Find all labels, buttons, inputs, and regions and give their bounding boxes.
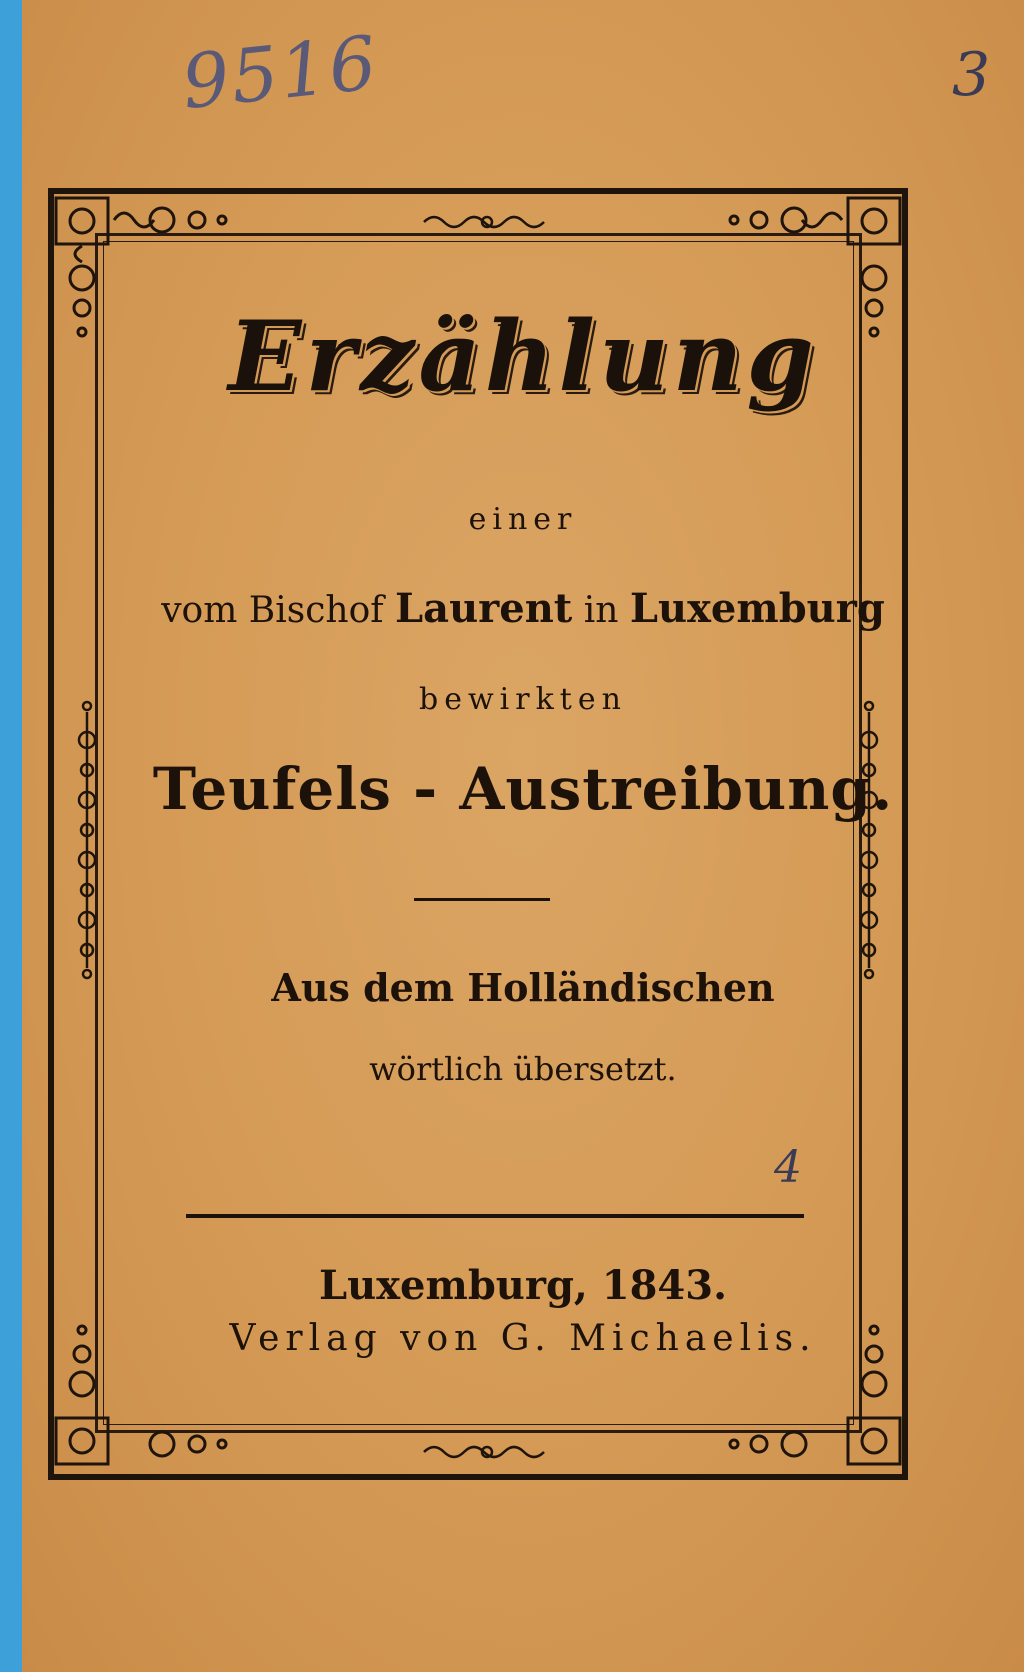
handwritten-call-number: 9516 [178,19,383,127]
subtitle-einer: einer [468,502,578,537]
left-side-chain-ornament-icon [74,700,100,980]
short-divider-rule [414,898,550,901]
translation-note: Aus dem Holländischen [271,965,775,1010]
top-center-ornament-icon [420,212,554,232]
bishop-name: Laurent [395,585,573,632]
subtitle-bewirkten: bewirkten [419,682,627,717]
book-title: Erzählung [228,300,818,413]
long-divider-rule [186,1214,804,1218]
bottom-center-ornament-icon [420,1442,554,1462]
subtitle-bishop-line [22,585,1024,632]
inner-hairline-frame [103,241,854,1425]
subtitle-exorcism: Teufels - Austreibung. [152,755,894,823]
imprint-publisher: Verlag von G. Michaelis. [229,1318,817,1359]
handwritten-margin-mark: 4 [774,1142,802,1193]
imprint-city-year: Luxemburg, 1843. [318,1262,728,1309]
translation-note-literal: wörtlich übersetzt. [369,1050,677,1088]
subtitle-in: in [583,590,619,631]
place-name: Luxemburg [629,585,885,632]
book-page [22,0,1024,1672]
right-side-chain-ornament-icon [856,700,882,980]
subtitle-vom-prefix: vom Bischof [161,590,384,631]
handwritten-page-number: 3 [952,40,991,110]
